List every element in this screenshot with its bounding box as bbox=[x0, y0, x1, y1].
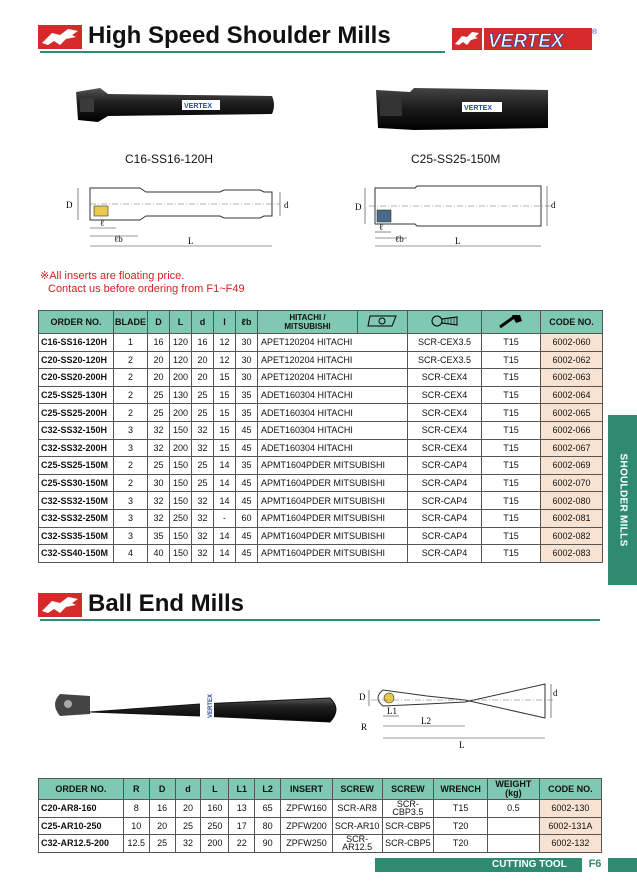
cell-insert: APMT1604PDER MITSUBISHI bbox=[258, 545, 408, 563]
cell-wrench: T15 bbox=[482, 439, 541, 457]
cell-L2: 65 bbox=[255, 800, 281, 818]
table2-header-row bbox=[39, 779, 602, 800]
svg-text:VERTEX: VERTEX bbox=[184, 103, 213, 110]
cell-screw: SCR-CEX3.5 bbox=[408, 334, 482, 352]
cell-L: 200 bbox=[170, 439, 192, 457]
table-row bbox=[39, 527, 603, 545]
table-row bbox=[39, 439, 603, 457]
cell-insert: ADET160304 HITACHI bbox=[258, 421, 408, 439]
cell-D: 32 bbox=[148, 439, 170, 457]
cell-d: 32 bbox=[192, 439, 214, 457]
cell-screw-a-2: AR12.5 bbox=[342, 842, 373, 853]
cell-d: 20 bbox=[192, 351, 214, 369]
th-code-no: CODE NO. bbox=[541, 311, 603, 334]
th2-L1: L1 bbox=[229, 779, 255, 800]
cell-d: 25 bbox=[192, 474, 214, 492]
ball-end-mills-spec-table bbox=[38, 778, 602, 853]
cell-screw: SCR-CEX4 bbox=[408, 369, 482, 387]
cell-order: C32-SS32-200H bbox=[39, 439, 114, 457]
svg-text:VERTEX: VERTEX bbox=[464, 105, 493, 112]
cell-insert: APET120204 HITACHI bbox=[258, 334, 408, 352]
cell-L: 150 bbox=[170, 527, 192, 545]
cell-wrench: T15 bbox=[482, 386, 541, 404]
th2-weight-unit: (kg) bbox=[505, 788, 522, 798]
th2-D: D bbox=[149, 779, 175, 800]
cell-order: C32-SS32-150M bbox=[39, 492, 114, 510]
th2-screw-b: SCREW bbox=[382, 779, 434, 800]
cell-lb: 30 bbox=[236, 351, 258, 369]
cell-weight bbox=[488, 835, 540, 853]
cell-insert: ADET160304 HITACHI bbox=[258, 439, 408, 457]
svg-text:ℓ: ℓ bbox=[100, 218, 105, 228]
th-L: L bbox=[170, 311, 192, 334]
cell-l: 15 bbox=[214, 386, 236, 404]
cell-L: 130 bbox=[170, 386, 192, 404]
cell-D: 16 bbox=[149, 800, 175, 818]
cell-r: 12.5 bbox=[123, 835, 149, 853]
cell-l: 15 bbox=[214, 369, 236, 387]
th-screw-icon bbox=[408, 311, 482, 334]
cell-D: 35 bbox=[148, 527, 170, 545]
cell-order: C32-SS32-150H bbox=[39, 421, 114, 439]
cell-l: 14 bbox=[214, 474, 236, 492]
cell-lb: 45 bbox=[236, 474, 258, 492]
cell-insert: ADET160304 HITACHI bbox=[258, 404, 408, 422]
th2-order-no: ORDER NO. bbox=[39, 779, 124, 800]
cell-d: 25 bbox=[192, 404, 214, 422]
cell-order: C20-AR8-160 bbox=[39, 800, 124, 818]
cell-d: 25 bbox=[192, 386, 214, 404]
ball-tool-brand-label: VERTEX bbox=[208, 693, 214, 718]
cell-code: 6002-065 bbox=[541, 404, 603, 422]
svg-text:L: L bbox=[188, 236, 194, 246]
cell-d: 20 bbox=[192, 369, 214, 387]
cell-blade: 2 bbox=[114, 474, 148, 492]
cell-weight bbox=[488, 817, 540, 835]
cell-wrench: T15 bbox=[434, 800, 488, 818]
cell-l: 15 bbox=[214, 439, 236, 457]
cell-blade: 1 bbox=[114, 334, 148, 352]
cell-lb: 45 bbox=[236, 545, 258, 563]
cell-L: 150 bbox=[170, 492, 192, 510]
cell-order: C20-SS20-200H bbox=[39, 369, 114, 387]
cell-code: 6002-060 bbox=[541, 334, 603, 352]
page-number: F6 bbox=[582, 857, 608, 872]
cell-blade: 2 bbox=[114, 404, 148, 422]
cell-screw: SCR-CAP4 bbox=[408, 545, 482, 563]
title-rule bbox=[40, 51, 445, 53]
cell-wrench: T15 bbox=[482, 509, 541, 527]
cell-r: 8 bbox=[123, 800, 149, 818]
cell-screw-a-1: SCR- bbox=[346, 834, 369, 845]
tool-photo-c16 bbox=[72, 80, 277, 130]
cell-screw: SCR-CEX4 bbox=[408, 439, 482, 457]
svg-text:D: D bbox=[359, 692, 366, 702]
cell-D: 20 bbox=[149, 817, 175, 835]
table-row bbox=[39, 800, 602, 818]
cell-order: C20-SS20-120H bbox=[39, 351, 114, 369]
cell-code: 6002-067 bbox=[541, 439, 603, 457]
th-hitachi: HITACHI / bbox=[289, 313, 326, 322]
cell-wrench: T20 bbox=[434, 835, 488, 853]
cell-l: 12 bbox=[214, 351, 236, 369]
cell-D: 32 bbox=[148, 492, 170, 510]
note-floating-price: ※All inserts are floating price. bbox=[40, 270, 185, 282]
cell-screw: SCR-CAP4 bbox=[408, 474, 482, 492]
table-row bbox=[39, 474, 603, 492]
cell-code: 6002-066 bbox=[541, 421, 603, 439]
th2-code-no: CODE NO. bbox=[539, 779, 601, 800]
wrench-icon bbox=[496, 313, 526, 329]
cell-order: C25-SS25-200H bbox=[39, 404, 114, 422]
cell-screw: SCR-CEX3.5 bbox=[408, 351, 482, 369]
th-lb: ℓb bbox=[236, 311, 258, 334]
cell-insert: APMT1604PDER MITSUBISHI bbox=[258, 527, 408, 545]
cell-code: 6002-063 bbox=[541, 369, 603, 387]
cell-screw-a: SCR-AR8 bbox=[332, 800, 382, 818]
cell-l: 15 bbox=[214, 421, 236, 439]
cell-insert: APMT1604PDER MITSUBISHI bbox=[258, 474, 408, 492]
cell-D: 25 bbox=[148, 386, 170, 404]
cell-l: 14 bbox=[214, 457, 236, 475]
cell-L: 150 bbox=[170, 457, 192, 475]
cell-lb: 35 bbox=[236, 457, 258, 475]
cell-l: 14 bbox=[214, 492, 236, 510]
svg-text:R: R bbox=[361, 722, 368, 732]
cell-insert: APMT1604PDER MITSUBISHI bbox=[258, 509, 408, 527]
th-blade: BLADE bbox=[114, 311, 148, 334]
cell-wrench: T15 bbox=[482, 404, 541, 422]
drawing-shoulder-mill-m bbox=[355, 180, 565, 252]
th-D: D bbox=[148, 311, 170, 334]
cell-L: 250 bbox=[201, 817, 229, 835]
cell-screw: SCR-CAP4 bbox=[408, 492, 482, 510]
cell-L: 200 bbox=[170, 404, 192, 422]
table-row bbox=[39, 334, 603, 352]
cell-wrench: T15 bbox=[482, 421, 541, 439]
cell-L1: 13 bbox=[229, 800, 255, 818]
cell-order: C25-SS25-150M bbox=[39, 457, 114, 475]
cell-d: 32 bbox=[192, 421, 214, 439]
cell-code: 6002-082 bbox=[541, 527, 603, 545]
th2-weight-label: WEIGHT bbox=[495, 779, 532, 789]
side-tab-shoulder-mills[interactable] bbox=[608, 415, 637, 585]
cell-r: 10 bbox=[123, 817, 149, 835]
th-order-no: ORDER NO. bbox=[39, 311, 114, 334]
cell-lb: 45 bbox=[236, 527, 258, 545]
cell-l: 15 bbox=[214, 404, 236, 422]
cell-screw: SCR-CEX4 bbox=[408, 386, 482, 404]
svg-text:VERTEX: VERTEX bbox=[488, 31, 564, 52]
cell-lb: 30 bbox=[236, 334, 258, 352]
tool-caption-c16: C16-SS16-120H bbox=[125, 152, 214, 166]
table-row bbox=[39, 421, 603, 439]
th-insert-icon bbox=[358, 311, 408, 334]
drawing-ball-end-mill bbox=[355, 674, 560, 752]
cell-L2: 90 bbox=[255, 835, 281, 853]
section-title-ball-end-mills: Ball End Mills bbox=[88, 590, 245, 617]
table-row bbox=[39, 351, 603, 369]
cell-order: C25-SS30-150M bbox=[39, 474, 114, 492]
table-row bbox=[39, 369, 603, 387]
cell-code: 6002-130 bbox=[539, 800, 601, 818]
cell-d: 20 bbox=[175, 800, 201, 818]
cell-blade: 2 bbox=[114, 386, 148, 404]
cell-blade: 2 bbox=[114, 457, 148, 475]
insert-shape-icon bbox=[366, 314, 400, 328]
screw-icon bbox=[430, 314, 460, 328]
tool-caption-c25: C25-SS25-150M bbox=[411, 152, 501, 166]
cell-screw: SCR-CEX4 bbox=[408, 421, 482, 439]
cell-order: C32-SS40-150M bbox=[39, 545, 114, 563]
cell-code: 6002-062 bbox=[541, 351, 603, 369]
cell-d: 32 bbox=[192, 545, 214, 563]
cell-insert: APET120204 HITACHI bbox=[258, 351, 408, 369]
cell-lb: 30 bbox=[236, 369, 258, 387]
table-row bbox=[39, 404, 603, 422]
table-row bbox=[39, 492, 603, 510]
shoulder-mills-spec-table bbox=[38, 310, 603, 563]
cell-order: C32-SS32-250M bbox=[39, 509, 114, 527]
cell-wrench: T15 bbox=[482, 474, 541, 492]
svg-text:L1: L1 bbox=[387, 706, 397, 716]
cell-d: 16 bbox=[192, 334, 214, 352]
cell-L: 150 bbox=[170, 474, 192, 492]
table-row bbox=[39, 817, 602, 835]
cell-screw-b: SCR-CBP5 bbox=[382, 817, 434, 835]
cell-D: 20 bbox=[148, 369, 170, 387]
cell-blade: 2 bbox=[114, 369, 148, 387]
cell-code: 6002-080 bbox=[541, 492, 603, 510]
cell-wrench: T15 bbox=[482, 492, 541, 510]
cell-blade: 4 bbox=[114, 545, 148, 563]
cell-L: 120 bbox=[170, 351, 192, 369]
cell-wrench: T15 bbox=[482, 351, 541, 369]
cell-L2: 80 bbox=[255, 817, 281, 835]
cell-order: C32-SS35-150M bbox=[39, 527, 114, 545]
svg-text:L2: L2 bbox=[421, 716, 431, 726]
cell-screw-a bbox=[332, 835, 382, 853]
cell-d: 25 bbox=[175, 817, 201, 835]
cell-D: 20 bbox=[148, 351, 170, 369]
cell-L: 120 bbox=[170, 334, 192, 352]
cell-lb: 35 bbox=[236, 386, 258, 404]
cell-L: 250 bbox=[170, 509, 192, 527]
th-l: l bbox=[214, 311, 236, 334]
cell-insert: APMT1604PDER MITSUBISHI bbox=[258, 492, 408, 510]
footer-label: CUTTING TOOL bbox=[492, 859, 567, 870]
svg-text:D: D bbox=[355, 202, 362, 212]
cell-lb: 45 bbox=[236, 439, 258, 457]
cell-insert: ZPFW250 bbox=[281, 835, 333, 853]
cell-screw-b-1: SCR- bbox=[396, 799, 419, 810]
note-contact: Contact us before ordering from F1~F49 bbox=[48, 283, 245, 295]
drawing-shoulder-mill-h bbox=[60, 178, 295, 258]
th2-screw-a: SCREW bbox=[332, 779, 382, 800]
cell-L: 150 bbox=[170, 421, 192, 439]
cell-code: 6002-069 bbox=[541, 457, 603, 475]
cell-wrench: T15 bbox=[482, 527, 541, 545]
cell-blade: 3 bbox=[114, 492, 148, 510]
cell-code: 6002-070 bbox=[541, 474, 603, 492]
cell-D: 32 bbox=[148, 421, 170, 439]
table-row bbox=[39, 835, 602, 853]
table-row bbox=[39, 545, 603, 563]
cell-code: 6002-083 bbox=[541, 545, 603, 563]
th-wrench-icon bbox=[482, 311, 541, 334]
svg-text:d: d bbox=[553, 688, 558, 698]
cell-d: 32 bbox=[192, 509, 214, 527]
cell-code: 6002-064 bbox=[541, 386, 603, 404]
cell-D: 40 bbox=[148, 545, 170, 563]
cell-order: C25-SS25-130H bbox=[39, 386, 114, 404]
cell-D: 30 bbox=[148, 474, 170, 492]
cell-screw-b-2: CBP3.5 bbox=[392, 807, 424, 818]
th2-L: L bbox=[201, 779, 229, 800]
cell-l: - bbox=[214, 509, 236, 527]
cell-D: 32 bbox=[148, 509, 170, 527]
th2-wrench: WRENCH bbox=[434, 779, 488, 800]
svg-text:ℓ: ℓ bbox=[379, 222, 384, 232]
cell-L: 200 bbox=[170, 369, 192, 387]
cell-d: 32 bbox=[192, 492, 214, 510]
cell-code: 6002-131A bbox=[539, 817, 601, 835]
table-row bbox=[39, 509, 603, 527]
cell-blade: 2 bbox=[114, 351, 148, 369]
th2-weight bbox=[488, 779, 540, 800]
th2-R: R bbox=[123, 779, 149, 800]
cell-wrench: T20 bbox=[434, 817, 488, 835]
cell-L: 200 bbox=[201, 835, 229, 853]
table-row bbox=[39, 457, 603, 475]
cell-d: 25 bbox=[192, 457, 214, 475]
cell-insert: APET120204 HITACHI bbox=[258, 369, 408, 387]
th-mitsubishi: MITSUBISHI bbox=[284, 322, 331, 331]
cell-code: 6002-132 bbox=[539, 835, 601, 853]
cell-screw: SCR-CAP4 bbox=[408, 527, 482, 545]
cell-l: 14 bbox=[214, 527, 236, 545]
cell-insert: ADET160304 HITACHI bbox=[258, 386, 408, 404]
cell-insert: ZPFW200 bbox=[281, 817, 333, 835]
cell-D: 25 bbox=[148, 457, 170, 475]
th2-insert: INSERT bbox=[281, 779, 333, 800]
cell-blade: 3 bbox=[114, 527, 148, 545]
cell-blade: 3 bbox=[114, 421, 148, 439]
cell-L: 160 bbox=[201, 800, 229, 818]
svg-text:ℓb: ℓb bbox=[395, 234, 404, 244]
cell-screw: SCR-CAP4 bbox=[408, 457, 482, 475]
table-row bbox=[39, 386, 603, 404]
cell-order: C32-AR12.5-200 bbox=[39, 835, 124, 853]
cell-D: 25 bbox=[149, 835, 175, 853]
cell-L1: 22 bbox=[229, 835, 255, 853]
eagle-logo-icon-2 bbox=[38, 593, 82, 617]
th2-L2: L2 bbox=[255, 779, 281, 800]
tool-photo-ball-end-mill bbox=[50, 682, 345, 737]
cell-wrench: T15 bbox=[482, 369, 541, 387]
table-header-row bbox=[39, 311, 603, 334]
cell-wrench: T15 bbox=[482, 545, 541, 563]
th2-d: d bbox=[175, 779, 201, 800]
cell-l: 12 bbox=[214, 334, 236, 352]
cell-blade: 3 bbox=[114, 509, 148, 527]
cell-screw-b bbox=[382, 800, 434, 818]
eagle-logo-icon bbox=[38, 25, 82, 49]
cell-code: 6002-081 bbox=[541, 509, 603, 527]
cell-L1: 17 bbox=[229, 817, 255, 835]
svg-text:d: d bbox=[284, 200, 289, 210]
cell-order: C16-SS16-120H bbox=[39, 334, 114, 352]
cell-l: 14 bbox=[214, 545, 236, 563]
vertex-brand-logo bbox=[452, 26, 598, 52]
title-rule-2 bbox=[40, 619, 600, 621]
cell-screw: SCR-CAP4 bbox=[408, 509, 482, 527]
cell-screw-b: SCR-CBP5 bbox=[382, 835, 434, 853]
cell-L: 150 bbox=[170, 545, 192, 563]
cell-screw-a: SCR-AR10 bbox=[332, 817, 382, 835]
cell-insert: ZPFW160 bbox=[281, 800, 333, 818]
cell-screw: SCR-CEX4 bbox=[408, 404, 482, 422]
cell-blade: 3 bbox=[114, 439, 148, 457]
cell-d: 32 bbox=[192, 527, 214, 545]
svg-text:L: L bbox=[459, 740, 465, 750]
cell-order: C25-AR10-250 bbox=[39, 817, 124, 835]
svg-text:L: L bbox=[455, 236, 461, 246]
cell-weight: 0.5 bbox=[488, 800, 540, 818]
cell-wrench: T15 bbox=[482, 457, 541, 475]
cell-insert: APMT1604PDER MITSUBISHI bbox=[258, 457, 408, 475]
cell-lb: 35 bbox=[236, 404, 258, 422]
th-insert-maker bbox=[258, 311, 358, 334]
svg-text:ℓb: ℓb bbox=[114, 234, 123, 244]
tool-photo-c25 bbox=[370, 86, 550, 132]
cell-lb: 45 bbox=[236, 421, 258, 439]
cell-lb: 60 bbox=[236, 509, 258, 527]
cell-D: 16 bbox=[148, 334, 170, 352]
cell-wrench: T15 bbox=[482, 334, 541, 352]
cell-lb: 45 bbox=[236, 492, 258, 510]
cell-d: 32 bbox=[175, 835, 201, 853]
side-tab-label: SHOULDER MILLS bbox=[617, 453, 628, 547]
section-title-shoulder-mills: High Speed Shoulder Mills bbox=[88, 22, 391, 49]
svg-text:d: d bbox=[551, 200, 556, 210]
th-d: d bbox=[192, 311, 214, 334]
cell-D: 25 bbox=[148, 404, 170, 422]
svg-text:®: ® bbox=[592, 29, 598, 36]
svg-text:D: D bbox=[66, 200, 73, 210]
